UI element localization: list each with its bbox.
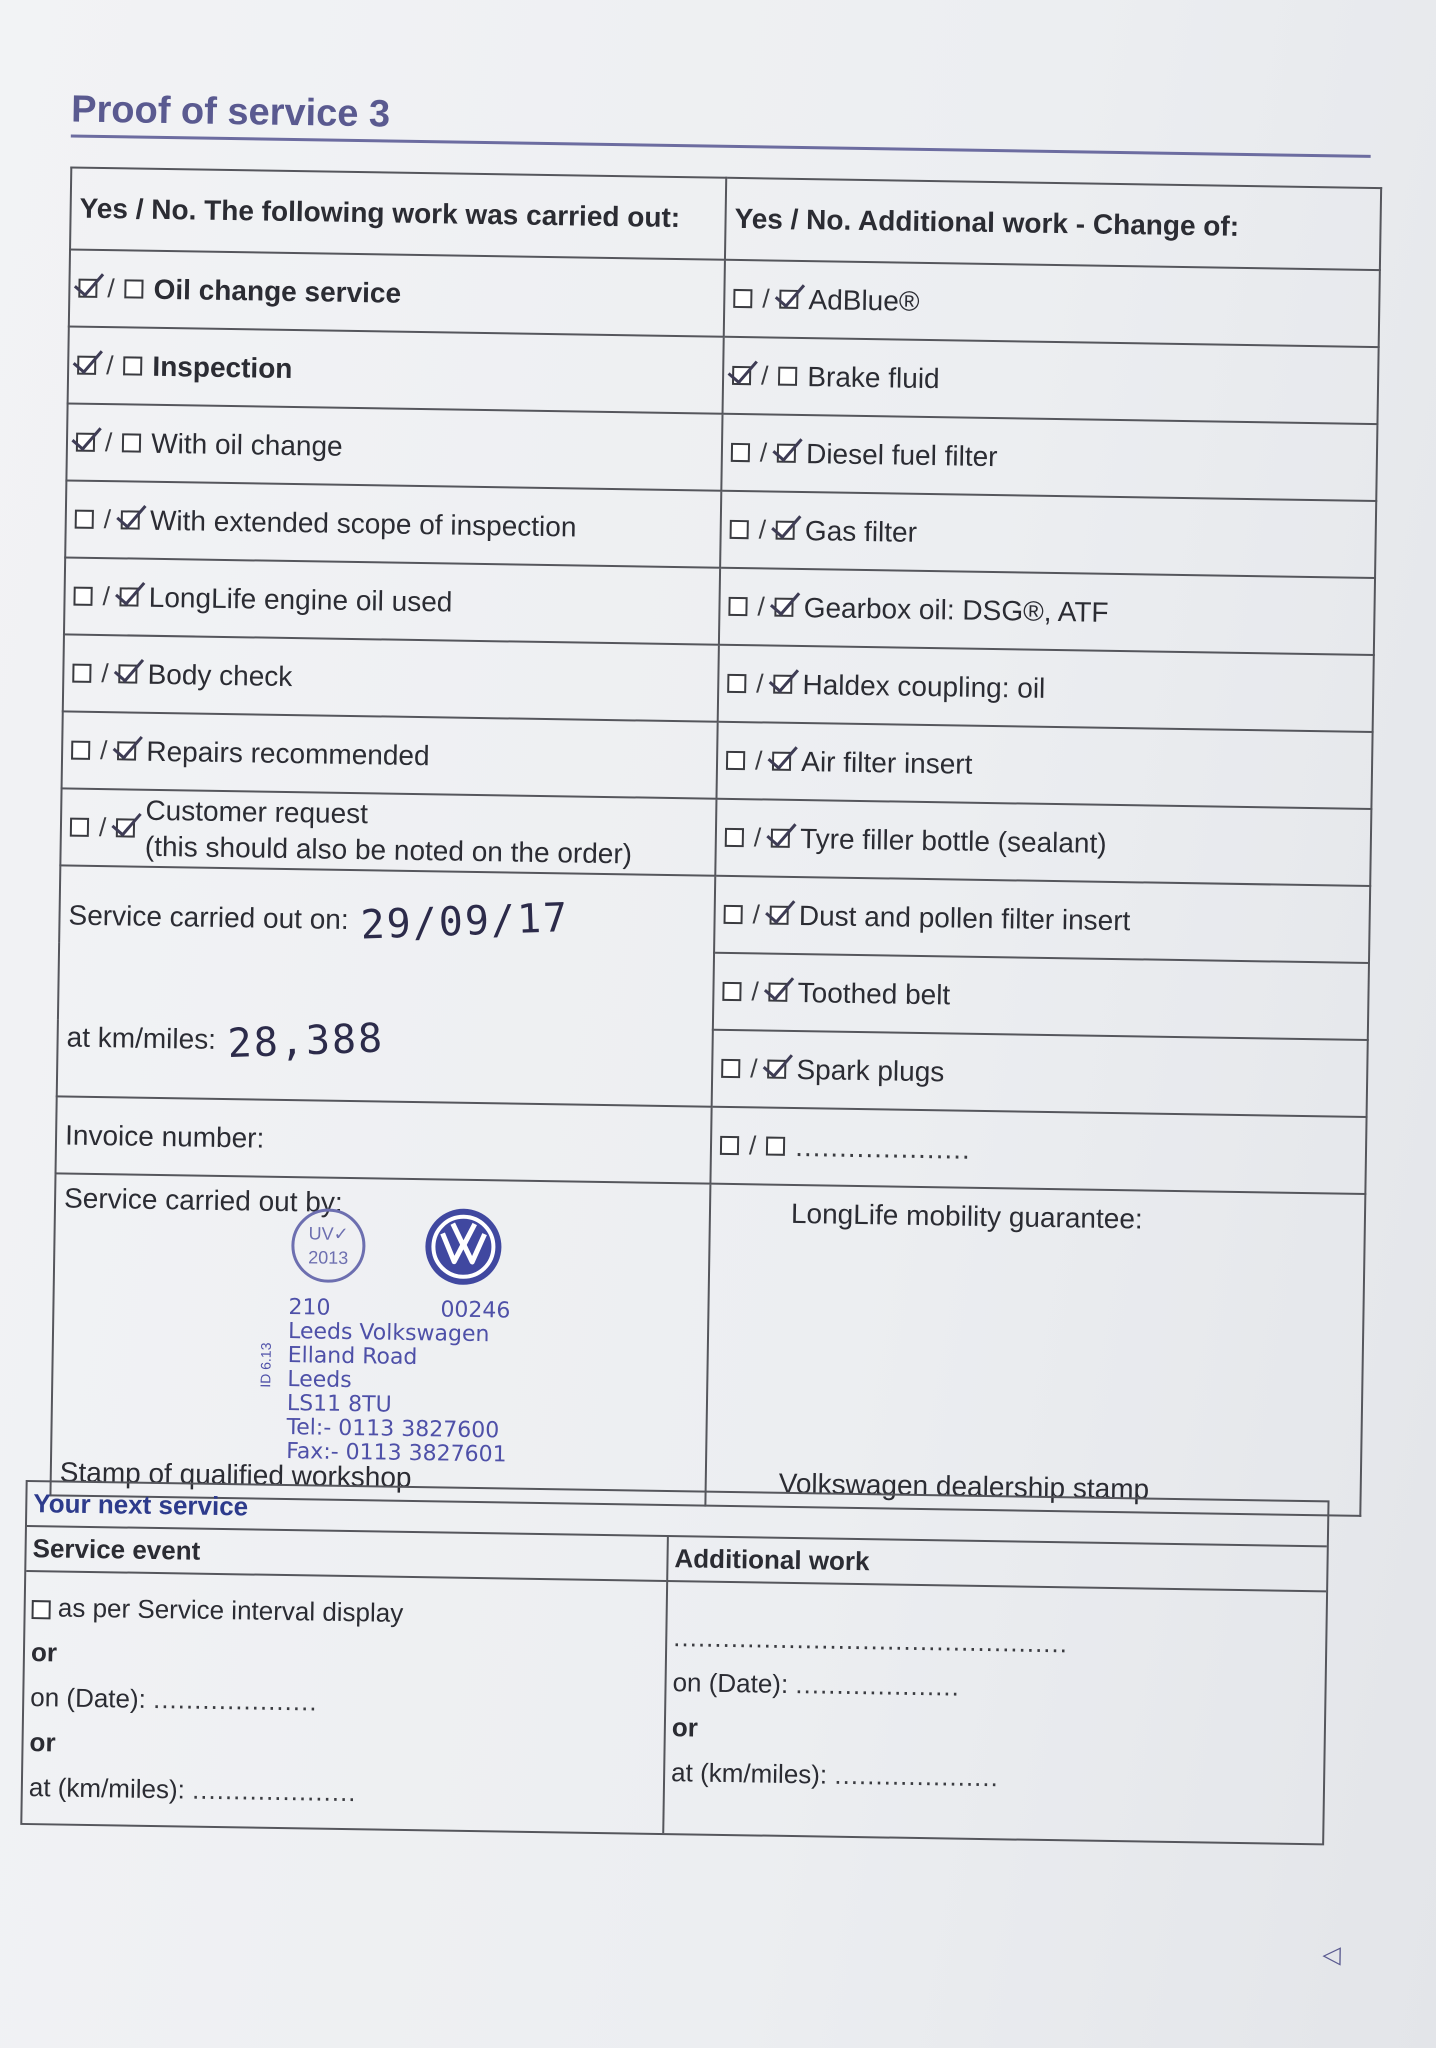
no-checkbox[interactable]	[772, 752, 791, 771]
yes-checkbox[interactable]	[721, 1059, 740, 1078]
no-checkbox[interactable]	[118, 664, 137, 683]
page-arrow-icon: ◁	[1322, 1941, 1342, 1969]
on-date-field[interactable]: ....................	[152, 1683, 318, 1717]
no-checkbox[interactable]	[778, 367, 797, 386]
right-item-haldex: / Haldex coupling: oil	[718, 645, 1374, 732]
left-item-repairs: / Repairs recommended	[62, 711, 718, 798]
no-checkbox[interactable]	[116, 818, 135, 837]
item-label: Repairs recommended	[146, 735, 430, 771]
next-service-heading: Your next service	[27, 1482, 1328, 1547]
longlife-guarantee-label: LongLife mobility guarantee:	[790, 1197, 1143, 1235]
yes-checkbox[interactable]	[76, 433, 95, 452]
at-km-label: at (km/miles):	[670, 1757, 828, 1790]
uv-seal	[291, 1208, 366, 1283]
service-date-label: Service carried out on:	[68, 899, 349, 935]
additional-work-field[interactable]: ................................................	[673, 1622, 1069, 1659]
dealership-stamp-cell	[705, 1184, 1365, 1516]
page-title: Proof of service 3	[70, 88, 391, 136]
yes-checkbox[interactable]	[728, 597, 747, 616]
no-checkbox[interactable]	[122, 433, 141, 452]
item-label: Tyre filler bottle (sealant)	[799, 822, 1107, 859]
right-item-diesel-fuel-filter: / Diesel fuel filter	[721, 414, 1377, 501]
or-label: or	[671, 1712, 699, 1743]
dealer-address-stamp	[286, 1296, 511, 1467]
yes-checkbox[interactable]	[70, 818, 89, 837]
km-label: at km/miles:	[66, 1021, 217, 1055]
vw-logo-icon	[425, 1208, 502, 1285]
yes-checkbox[interactable]	[75, 510, 94, 529]
right-item-air-filter: / Air filter insert	[716, 722, 1372, 809]
stamp-line: Elland Road	[287, 1343, 418, 1371]
no-checkbox[interactable]	[766, 1137, 785, 1156]
no-checkbox[interactable]	[769, 983, 788, 1002]
seal-text-year: 2013	[308, 1247, 349, 1268]
title-underline	[71, 134, 1371, 157]
left-item-customer-request: / Customer request (this should also be noted on the order)	[60, 788, 716, 875]
stamp-line: Leeds Volkswagen	[287, 1319, 490, 1348]
at-km-field[interactable]: ....................	[191, 1774, 357, 1808]
at-km-field[interactable]: ....................	[834, 1759, 1000, 1793]
stamp-code-left: 210	[288, 1295, 331, 1321]
yes-checkbox[interactable]	[77, 356, 96, 375]
item-label: Oil change service	[153, 273, 402, 309]
yes-checkbox[interactable]	[722, 982, 741, 1001]
service-table	[49, 166, 1382, 1516]
left-item-inspection: / Inspection	[68, 326, 724, 413]
right-header: Yes / No. Additional work - Change of:	[725, 178, 1381, 270]
km-value[interactable]: 28,388	[227, 1015, 386, 1068]
item-label: Dust and pollen filter insert	[798, 899, 1131, 936]
no-checkbox[interactable]	[120, 587, 139, 606]
no-checkbox[interactable]	[123, 356, 142, 375]
service-date-value[interactable]: 29/09/17	[359, 894, 571, 949]
yes-checkbox[interactable]	[730, 520, 749, 539]
at-km-label: at (km/miles):	[28, 1772, 186, 1805]
item-label: AdBlue®	[808, 283, 920, 317]
yes-checkbox[interactable]	[724, 905, 743, 924]
right-item-tyre-filler: / Tyre filler bottle (sealant)	[715, 799, 1371, 886]
item-label: Diesel fuel filter	[805, 437, 998, 472]
item-label: LongLife engine oil used	[148, 581, 453, 618]
or-label: or	[29, 1727, 56, 1758]
workshop-stamp-label: Stamp of qualified workshop	[59, 1456, 412, 1494]
service-by-label: Service carried out by:	[63, 1182, 343, 1218]
yes-checkbox[interactable]	[72, 664, 91, 683]
right-item-adblue: / AdBlue®	[724, 260, 1380, 347]
left-header: Yes / No. The following work was carried out:	[70, 168, 726, 260]
stamp-code-right: 00246	[440, 1297, 511, 1324]
service-date-km-cell	[57, 865, 716, 1106]
yes-checkbox[interactable]	[731, 443, 750, 462]
on-date-label: on (Date):	[30, 1682, 147, 1714]
right-item-spark-plugs: / Spark plugs	[712, 1030, 1368, 1117]
yes-checkbox[interactable]	[725, 828, 744, 847]
no-checkbox[interactable]	[779, 290, 798, 309]
no-checkbox[interactable]	[121, 510, 140, 529]
yes-checkbox[interactable]	[733, 289, 752, 308]
item-label: With extended scope of inspection	[149, 504, 577, 542]
stamp-line: Fax:- 0113 3827601	[285, 1439, 507, 1468]
item-label: Gearbox oil: DSG®, ATF	[803, 591, 1109, 628]
no-checkbox[interactable]	[767, 1060, 786, 1079]
service-page	[9, 60, 1400, 2041]
invoice-label: Invoice number:	[64, 1119, 265, 1154]
yes-checkbox[interactable]	[726, 751, 745, 770]
blank-entry-line[interactable]: ....................	[795, 1130, 972, 1165]
yes-checkbox[interactable]	[732, 366, 751, 385]
left-item-oil-change-service: / Oil change service	[69, 249, 725, 336]
left-item-with-oil-change: / With oil change	[66, 403, 722, 490]
left-item-extended-scope: / With extended scope of inspection	[65, 480, 721, 567]
item-label: Air filter insert	[801, 745, 973, 780]
invoice-number-cell	[56, 1096, 712, 1183]
seal-text-top: UV✓	[308, 1223, 349, 1244]
no-checkbox[interactable]	[775, 598, 794, 617]
item-label: Inspection	[152, 350, 293, 384]
no-checkbox[interactable]	[776, 521, 795, 540]
right-item-blank: / ....................	[710, 1107, 1366, 1194]
no-checkbox[interactable]	[117, 741, 136, 760]
right-item-dust-pollen: / Dust and pollen filter insert	[714, 876, 1370, 963]
no-checkbox[interactable]	[773, 675, 792, 694]
item-label: With oil change	[150, 427, 343, 462]
additional-work-column	[662, 1582, 1326, 1843]
right-item-toothed-belt: / Toothed belt	[713, 953, 1369, 1040]
no-checkbox[interactable]	[771, 829, 790, 848]
or-label: or	[30, 1637, 58, 1668]
item-label: Haldex coupling: oil	[802, 668, 1046, 704]
stamp-line: Tel:- 0113 3827600	[286, 1415, 500, 1444]
stamp-line: LS11 8TU	[286, 1391, 392, 1418]
item-label: Toothed belt	[797, 976, 951, 1010]
item-label: Gas filter	[804, 514, 918, 548]
right-item-gas-filter: / Gas filter	[720, 491, 1376, 578]
left-item-longlife-oil: / LongLife engine oil used	[64, 557, 720, 644]
no-checkbox[interactable]	[125, 279, 144, 298]
left-item-body-check: / Body check	[63, 634, 719, 721]
right-item-brake-fluid: / Brake fluid	[723, 337, 1379, 424]
yes-checkbox[interactable]	[73, 587, 92, 606]
service-event-column	[22, 1572, 666, 1833]
workshop-stamp-cell	[50, 1173, 710, 1505]
on-date-label: on (Date):	[672, 1667, 789, 1699]
item-label: Brake fluid	[807, 360, 940, 394]
stamp-id-code: ID 6.13	[257, 1342, 274, 1388]
item-label: Customer request	[145, 794, 369, 829]
on-date-field[interactable]: ....................	[795, 1669, 961, 1702]
yes-checkbox[interactable]	[78, 279, 97, 298]
interval-display-checkbox[interactable]	[32, 1600, 51, 1619]
service-event-header: Service event	[26, 1527, 667, 1582]
right-item-gearbox-oil: / Gearbox oil: DSG®, ATF	[719, 568, 1375, 655]
item-label: Body check	[147, 658, 293, 692]
no-checkbox[interactable]	[777, 444, 796, 463]
dealership-stamp-label: Volkswagen dealership stamp	[778, 1467, 1150, 1505]
stamp-line: Leeds	[287, 1367, 352, 1394]
interval-display-label: as per Service interval display	[57, 1592, 404, 1628]
yes-checkbox[interactable]	[720, 1136, 739, 1155]
yes-checkbox[interactable]	[727, 674, 746, 693]
item-sublabel: (this should also be noted on the order)	[144, 830, 633, 869]
no-checkbox[interactable]	[770, 906, 789, 925]
yes-checkbox[interactable]	[71, 741, 90, 760]
additional-work-header: Additional work	[666, 1537, 1327, 1592]
next-service-box	[20, 1480, 1329, 1845]
item-label: Spark plugs	[796, 1053, 945, 1087]
